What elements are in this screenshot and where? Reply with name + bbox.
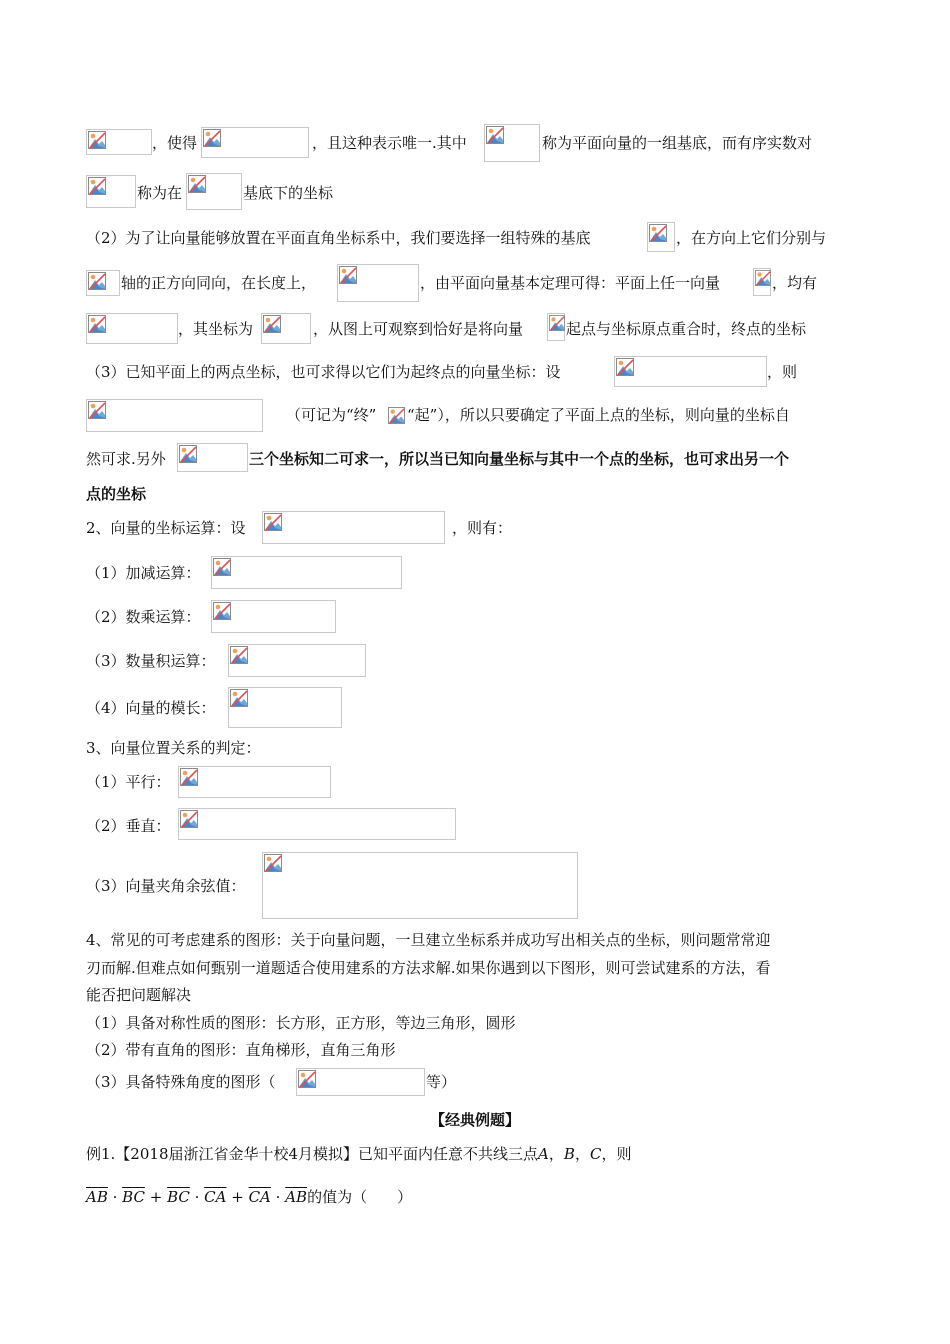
vector-bc: $\overline{BC}$ bbox=[167, 1188, 190, 1206]
formula-image bbox=[211, 556, 402, 589]
text: ，由平面向量基本定理可得：平面上任一向量 bbox=[420, 274, 721, 292]
text: （3）数量积运算： bbox=[86, 652, 216, 670]
formula-image bbox=[86, 175, 136, 208]
text: ，其坐标为 bbox=[178, 320, 254, 338]
text: 称为在 bbox=[137, 184, 183, 202]
text: （2）为了让向量能够放置在平面直角坐标系中，我们要选择一组特殊的基底 bbox=[86, 229, 591, 247]
text: 点的坐标 bbox=[86, 485, 147, 503]
formula-image bbox=[484, 124, 540, 162]
text: ， bbox=[548, 1145, 564, 1163]
text: （1）加减运算： bbox=[86, 564, 201, 582]
text: ，均有 bbox=[772, 274, 818, 292]
text: 4、常见的可考虑建系的图形：关于向量问题，一旦建立坐标系并成功写出相关点的坐标，则问题常常迎 bbox=[86, 931, 771, 949]
formula-image bbox=[86, 313, 178, 344]
broken-image-icon bbox=[88, 401, 106, 419]
formula-image bbox=[262, 511, 445, 544]
formula-image bbox=[388, 407, 406, 425]
formula-image bbox=[201, 127, 309, 158]
broken-image-icon bbox=[486, 126, 504, 144]
broken-image-icon bbox=[755, 270, 771, 286]
broken-image-icon bbox=[298, 1070, 316, 1088]
broken-image-icon bbox=[230, 646, 248, 664]
math-op: · bbox=[107, 1188, 123, 1206]
text: 起点与坐标原点重合时，终点的坐标 bbox=[566, 320, 807, 338]
formula-image bbox=[228, 644, 366, 677]
math-op: + bbox=[144, 1188, 168, 1206]
text: （1）平行： bbox=[86, 773, 171, 791]
formula-image bbox=[262, 852, 578, 919]
formula-image bbox=[296, 1068, 425, 1096]
text: 基底下的坐标 bbox=[243, 184, 334, 202]
text: ，则 bbox=[601, 1145, 632, 1163]
formula-image bbox=[337, 264, 419, 302]
math-var: C bbox=[589, 1145, 602, 1163]
formula-image bbox=[177, 443, 248, 472]
text: 能否把问题解决 bbox=[86, 986, 192, 1004]
formula-image bbox=[211, 600, 336, 633]
text: （2）数乘运算： bbox=[86, 608, 201, 626]
formula-image bbox=[647, 222, 675, 252]
text: ，则 bbox=[767, 363, 798, 381]
broken-image-icon bbox=[88, 131, 106, 149]
formula-image bbox=[614, 356, 767, 387]
vector-ab: $\overline{AB}$ bbox=[285, 1188, 308, 1206]
text: 轴的正方向同向，在长度上， bbox=[121, 274, 317, 292]
text: （可记为“终” bbox=[286, 406, 377, 424]
text: （3）向量夹角余弦值： bbox=[86, 877, 246, 895]
broken-image-icon bbox=[180, 810, 198, 828]
broken-image-icon bbox=[180, 768, 198, 786]
section-heading: 【经典例题】 bbox=[429, 1111, 520, 1129]
formula-image bbox=[547, 313, 565, 341]
broken-image-icon bbox=[188, 175, 206, 193]
math-var: B bbox=[563, 1145, 575, 1163]
broken-image-icon bbox=[264, 513, 282, 531]
broken-image-icon bbox=[649, 224, 667, 242]
text: （3）具备特殊角度的图形（ bbox=[86, 1073, 276, 1091]
broken-image-icon bbox=[88, 177, 106, 195]
text: ，使得 bbox=[152, 134, 198, 152]
text: 称为平面向量的一组基底，而有序实数对 bbox=[542, 134, 813, 152]
formula-image bbox=[178, 766, 331, 798]
broken-image-icon bbox=[388, 407, 405, 424]
text: （2）带有直角的图形：直角梯形，直角三角形 bbox=[86, 1041, 396, 1059]
broken-image-icon bbox=[179, 445, 197, 463]
formula-image bbox=[186, 173, 242, 210]
broken-image-icon bbox=[88, 315, 106, 333]
text: 然可求.另外 bbox=[86, 450, 166, 468]
broken-image-icon bbox=[213, 602, 231, 620]
text: ，则有： bbox=[452, 519, 513, 537]
broken-image-icon bbox=[203, 129, 221, 147]
formula-image bbox=[178, 808, 456, 840]
broken-image-icon bbox=[263, 315, 281, 333]
broken-image-icon bbox=[264, 854, 282, 872]
text: （2）垂直： bbox=[86, 817, 171, 835]
broken-image-icon bbox=[88, 272, 106, 290]
broken-image-icon bbox=[339, 266, 357, 284]
text: “起”），所以只要确定了平面上点的坐标，则向量的坐标自 bbox=[407, 406, 790, 424]
text: ，且这种表示唯一.其中 bbox=[312, 134, 467, 152]
text: （4）向量的模长： bbox=[86, 699, 216, 717]
formula-image bbox=[86, 129, 152, 155]
formula-image bbox=[261, 313, 311, 344]
text: （1）具备对称性质的图形：长方形，正方形，等边三角形，圆形 bbox=[86, 1014, 516, 1032]
text: 3、向量位置关系的判定： bbox=[86, 739, 261, 757]
text: 刃而解.但难点如何甄别一道题适合使用建系的方法求解.如果你遇到以下图形，则可尝试建系的方法，看 bbox=[86, 959, 771, 977]
math-op: · bbox=[189, 1188, 205, 1206]
vector-ca: $\overline{CA}$ bbox=[204, 1188, 227, 1206]
formula-image bbox=[753, 268, 771, 296]
formula-image bbox=[86, 270, 120, 296]
text: 等） bbox=[426, 1073, 457, 1091]
vector-bc: $\overline{BC}$ bbox=[122, 1188, 145, 1206]
vector-ab: $\overline{AB}$ bbox=[86, 1188, 108, 1206]
text: ，在方向上它们分别与 bbox=[676, 229, 827, 247]
text: （3）已知平面上的两点坐标，也可求得以它们为起终点的向量坐标：设 bbox=[86, 363, 561, 381]
formula-image bbox=[228, 687, 342, 728]
math-op: · bbox=[270, 1188, 286, 1206]
text: 三个坐标知二可求一，所以当已知向量坐标与其中一个点的坐标，也可求出另一个 bbox=[249, 450, 790, 468]
broken-image-icon bbox=[213, 558, 231, 576]
text: 的值为（ ） bbox=[307, 1188, 413, 1206]
text: ，从图上可观察到恰好是将向量 bbox=[313, 320, 524, 338]
broken-image-icon bbox=[616, 358, 634, 376]
text: ， bbox=[574, 1145, 590, 1163]
math-var: A bbox=[538, 1145, 549, 1163]
text: 例1.【2018届浙江省金华十校4月模拟】已知平面内任意不共线三点 bbox=[86, 1145, 539, 1163]
math-op: + bbox=[226, 1188, 249, 1206]
broken-image-icon bbox=[549, 315, 565, 331]
broken-image-icon bbox=[230, 689, 248, 707]
text: 2、向量的坐标运算：设 bbox=[86, 519, 246, 537]
vector-ca: $\overline{CA}$ bbox=[248, 1188, 271, 1206]
formula-image bbox=[86, 399, 263, 432]
